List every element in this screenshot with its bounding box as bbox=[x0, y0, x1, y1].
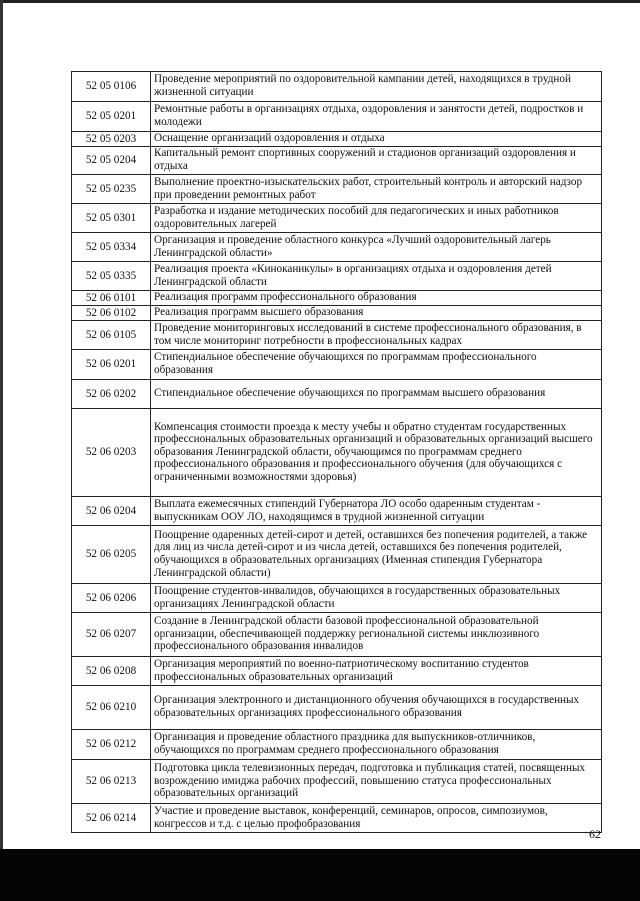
table-row bbox=[72, 760, 602, 804]
table-row bbox=[72, 730, 602, 760]
code-cell: 52 06 0203 bbox=[72, 409, 151, 497]
table-row bbox=[72, 147, 602, 175]
description-cell: Организация и проведение областного праздника для выпускников-отличников, обучающихся по программам среднего профессионального образования bbox=[151, 730, 602, 760]
table-row bbox=[72, 306, 602, 321]
description-cell: Компенсация стоимости проезда к месту учебы и обратно студентам государственных профессиональных образовательных организаций и образовательных организаций высшего образования Ленинградской области, обучающимся по программам среднего профессионального образования и профессионального обучения (для обучающихся с ограниченными возможностями здоровья) bbox=[151, 409, 602, 497]
table-row bbox=[72, 409, 602, 497]
code-cell: 52 05 0106 bbox=[72, 72, 151, 102]
code-cell: 52 06 0214 bbox=[72, 804, 151, 833]
table-row bbox=[72, 291, 602, 306]
scan-top-edge bbox=[0, 0, 640, 3]
code-cell: 52 05 0334 bbox=[72, 233, 151, 262]
table-row bbox=[72, 204, 602, 233]
code-cell: 52 05 0335 bbox=[72, 262, 151, 291]
code-cell: 52 06 0205 bbox=[72, 526, 151, 584]
description-cell: Поощрение одаренных детей-сирот и детей, оставшихся без попечения родителей, а также для лиц из числа детей-сирот и из числа детей, оставшихся без попечения родителей, обучающихся в образовательных организациях (Именная стипендия Губернатора Ленинградской области) bbox=[151, 526, 602, 584]
description-cell: Создание в Ленинградской области базовой профессиональной образовательной организации, обеспечивающей поддержку региональной системы инклюзивного профессионального образования инвалидов bbox=[151, 613, 602, 657]
page-number: 62 bbox=[589, 827, 601, 841]
table-row bbox=[72, 350, 602, 380]
table-row bbox=[72, 321, 602, 350]
description-cell: Организация мероприятий по военно-патриотическому воспитанию студентов профессиональных образовательных организаций bbox=[151, 657, 602, 686]
description-cell: Проведение мониторинговых исследований в системе профессионального образования, в том числе мониторинг потребности в профессиональных кадрах bbox=[151, 321, 602, 350]
table-row bbox=[72, 262, 602, 291]
table-row bbox=[72, 380, 602, 409]
description-cell: Организация и проведение областного конкурса «Лучший оздоровительный лагерь Ленинградской области» bbox=[151, 233, 602, 262]
description-cell: Стипендиальное обеспечение обучающихся по программам профессионального образования bbox=[151, 350, 602, 380]
description-cell: Выполнение проектно-изыскательских работ, строительный контроль и авторский надзор при проведении ремонтных работ bbox=[151, 175, 602, 204]
description-cell: Выплата ежемесячных стипендий Губернатора ЛО особо одаренным студентам - выпускникам ООУ ЛО, находящимся в трудной жизненной ситуации bbox=[151, 497, 602, 526]
description-cell: Участие и проведение выставок, конференций, семинаров, опросов, симпозиумов, конгрессов и т.д. с целью профобразования bbox=[151, 804, 602, 833]
description-cell: Оснащение организаций оздоровления и отдыха bbox=[151, 132, 602, 147]
table-row bbox=[72, 584, 602, 613]
table-row bbox=[72, 233, 602, 262]
description-cell: Реализация программ профессионального образования bbox=[151, 291, 602, 306]
description-cell: Реализация программ высшего образования bbox=[151, 306, 602, 321]
description-cell: Стипендиальное обеспечение обучающихся по программам высшего образования bbox=[151, 380, 602, 409]
code-cell: 52 06 0212 bbox=[72, 730, 151, 760]
description-cell: Проведение мероприятий по оздоровительной кампании детей, находящихся в трудной жизненной ситуации bbox=[151, 72, 602, 102]
budget-codes-table bbox=[71, 71, 602, 833]
code-cell: 52 06 0206 bbox=[72, 584, 151, 613]
code-cell: 52 05 0235 bbox=[72, 175, 151, 204]
description-cell: Подготовка цикла телевизионных передач, подготовка и публикация статей, посвященных возрождению имиджа рабочих профессий, повышению статуса профессиональных образовательных организаций bbox=[151, 760, 602, 804]
code-cell: 52 05 0204 bbox=[72, 147, 151, 175]
code-cell: 52 06 0105 bbox=[72, 321, 151, 350]
code-cell: 52 06 0208 bbox=[72, 657, 151, 686]
code-cell: 52 06 0101 bbox=[72, 291, 151, 306]
description-cell: Ремонтные работы в организациях отдыха, оздоровления и занятости детей, подростков и молодежи bbox=[151, 102, 602, 132]
code-cell: 52 06 0202 bbox=[72, 380, 151, 409]
description-cell: Поощрение студентов-инвалидов, обучающихся в государственных образовательных организациях Ленинградской области bbox=[151, 584, 602, 613]
code-cell: 52 06 0210 bbox=[72, 686, 151, 730]
description-cell: Разработка и издание методических пособий для педагогических и иных работников оздоровительных лагерей bbox=[151, 204, 602, 233]
table-row bbox=[72, 657, 602, 686]
table-row bbox=[72, 613, 602, 657]
description-cell: Организация электронного и дистанционного обучения обучающихся в государственных образовательных организациях профессионального образования bbox=[151, 686, 602, 730]
table-row bbox=[72, 102, 602, 132]
description-cell: Реализация проекта «Киноканикулы» в организациях отдыха и оздоровления детей Ленинградской области bbox=[151, 262, 602, 291]
code-cell: 52 06 0204 bbox=[72, 497, 151, 526]
table-row bbox=[72, 526, 602, 584]
scan-left-edge bbox=[0, 0, 3, 901]
table-row bbox=[72, 804, 602, 833]
code-cell: 52 05 0201 bbox=[72, 102, 151, 132]
table-row bbox=[72, 175, 602, 204]
table-row bbox=[72, 686, 602, 730]
code-cell: 52 06 0213 bbox=[72, 760, 151, 804]
table-row bbox=[72, 497, 602, 526]
table-row bbox=[72, 132, 602, 147]
code-cell: 52 05 0203 bbox=[72, 132, 151, 147]
code-cell: 52 06 0102 bbox=[72, 306, 151, 321]
code-cell: 52 06 0207 bbox=[72, 613, 151, 657]
code-cell: 52 06 0201 bbox=[72, 350, 151, 380]
scan-bottom-bar bbox=[0, 849, 640, 901]
description-cell: Капитальный ремонт спортивных сооружений и стадионов организаций оздоровления и отдыха bbox=[151, 147, 602, 175]
table-body bbox=[72, 72, 602, 833]
table-row bbox=[72, 72, 602, 102]
code-cell: 52 05 0301 bbox=[72, 204, 151, 233]
